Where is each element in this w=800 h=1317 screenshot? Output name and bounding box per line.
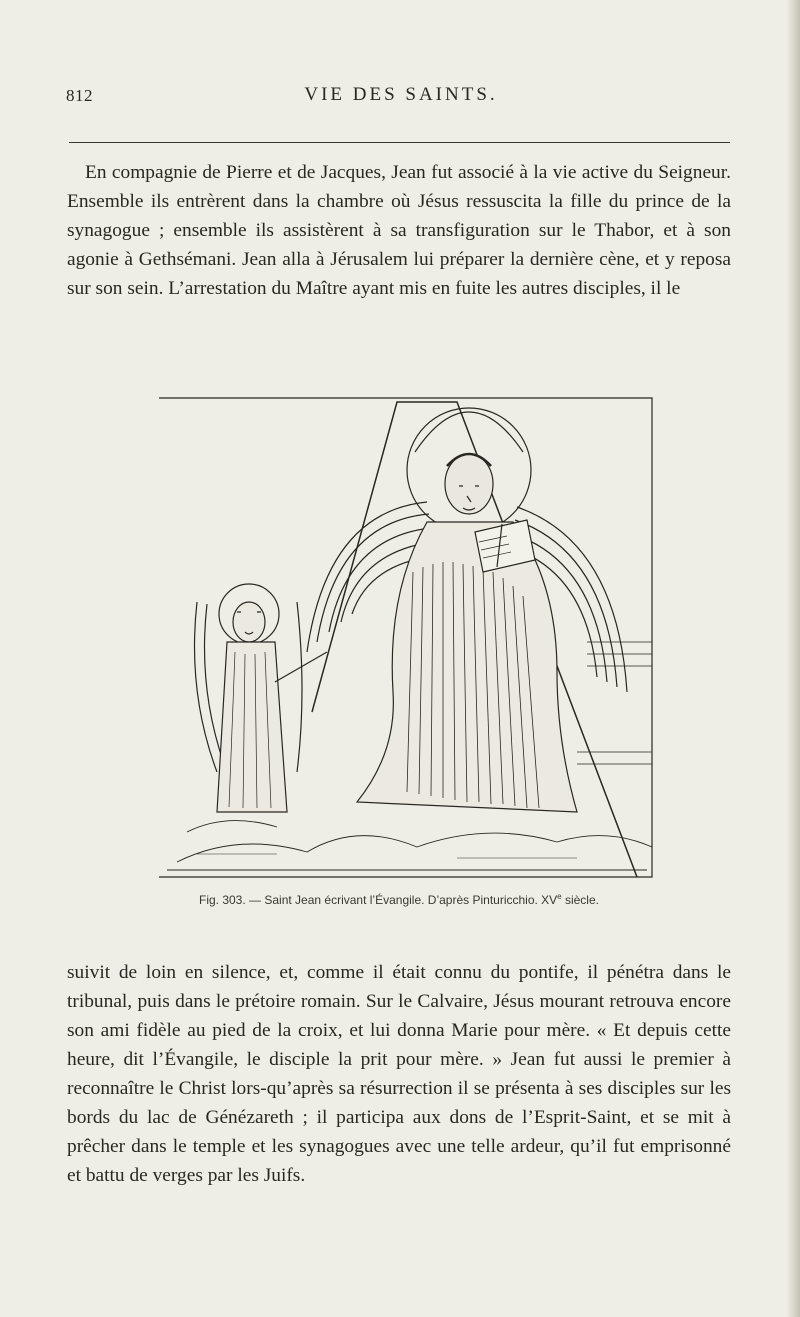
paragraph-1: En compagnie de Pierre et de Jacques, Jean fut associé à la vie active du Seigneur. Ensemble ils entrèrent dans la chambre où Jésus ressuscita la fille du prince de la synagogue ; ensemble ils assistèrent à sa transfiguration sur le Thabor, et à son agonie à Gethsémani. Jean alla à Jérusalem lui préparer la dernière cène, et y reposa sur son sein. L’arrestation du Maître ayant mis en fuite les autres disciples, il le [67,162,731,299]
page-header [66,82,736,112]
caption-text: Fig. 303. — Saint Jean écrivant l’Évangile. D’après Pinturicchio. XV [199,893,558,907]
saint-robe [357,522,577,812]
paragraph-2: suivit de loin en silence, et, comme il était connu du pontife, il pénétra dans le tribunal, puis dans le prétoire romain. Sur le Calvaire, Jésus mourant retrouva encore son ami fidèle au pied de la croix, et lui donna Marie pour mère. « Et depuis cette heure, dit l’Évangile, le disciple la prit pour mère. » Jean fut aussi le premier à reconnaître le Christ lors-qu’après sa résurrection il se présenta à ses disciples sur les bords du lac de Génézareth ; il participa aux dons de l’Esprit-Saint, et se mit à prêcher dans le temple et les synagogues avec une telle ardeur, qu’il fut emprisonné et battu de verges par les Juifs. [67,962,731,1186]
caption-superscript: e [557,892,562,901]
running-title: VIE DES SAINTS. [304,84,498,105]
page-number: 812 [66,86,93,105]
page-edge-shadow [786,0,800,1317]
small-angel [195,584,328,812]
header-rule [69,142,730,143]
saint-head [445,454,493,514]
figure-illustration [157,392,657,880]
engraving-saint-john [157,392,657,880]
figure-caption [67,892,731,907]
clouds [167,821,652,870]
caption-end: siècle. [561,893,599,907]
